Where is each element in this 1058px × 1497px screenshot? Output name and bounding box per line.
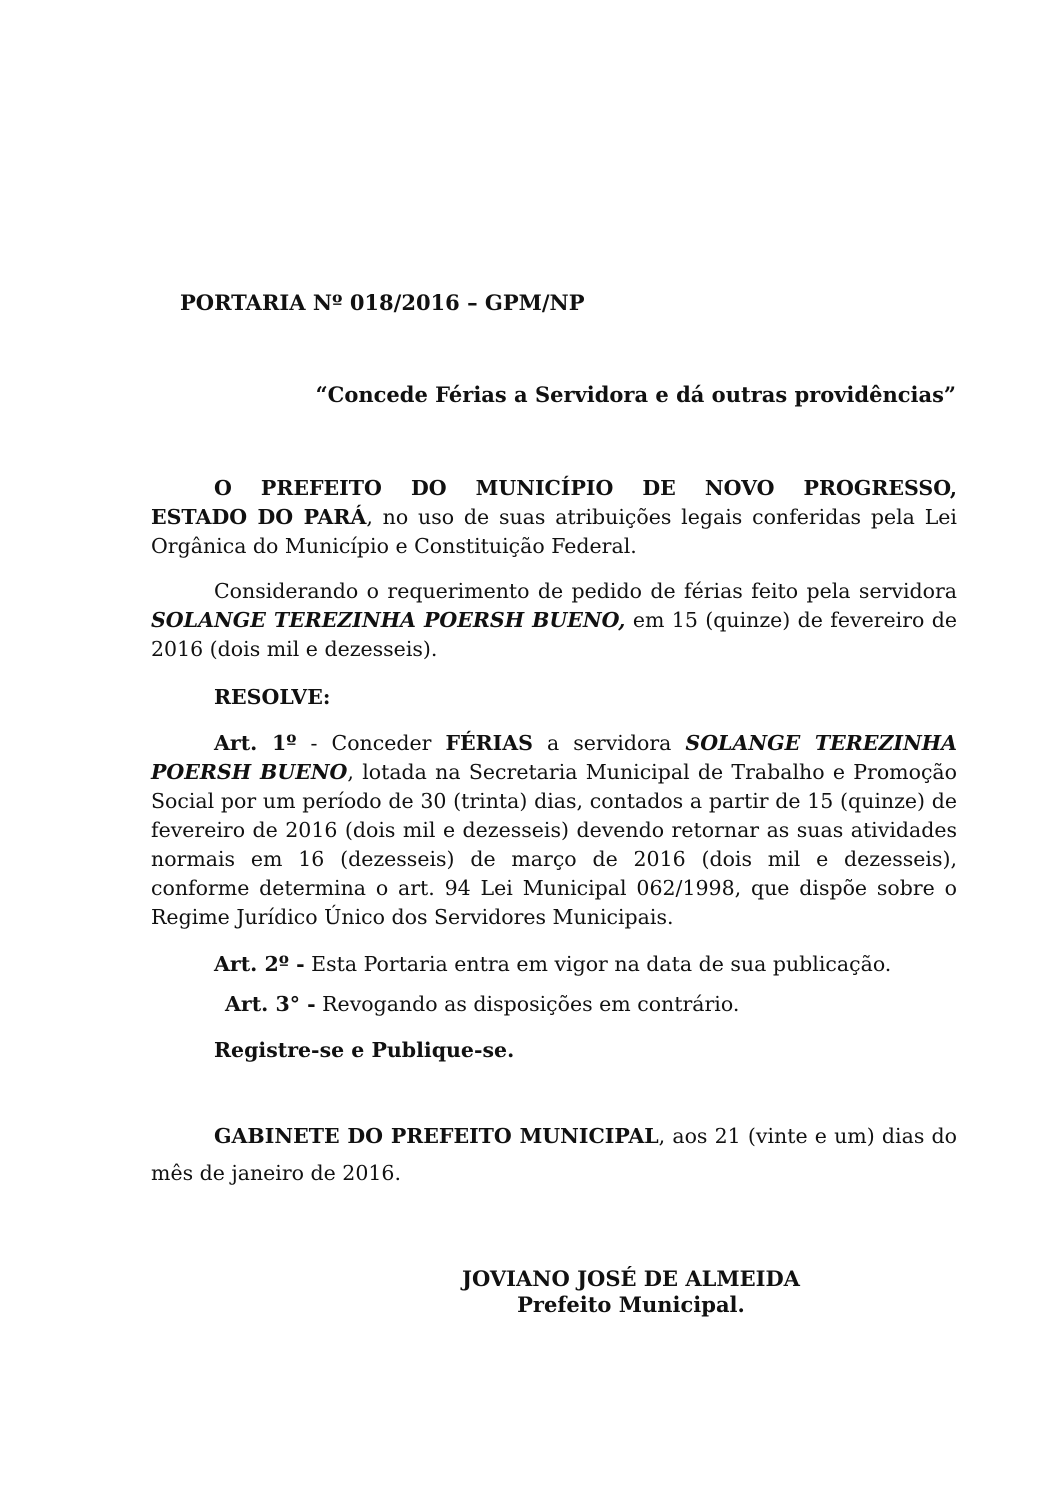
article-3	[151, 990, 957, 1019]
registre-text: Registre-se e Publique-se.	[214, 1038, 515, 1062]
signatory-name: JOVIANO JOSÉ DE ALMEIDA	[462, 1266, 800, 1291]
preamble-heading: O PREFEITO DO MUNICÍPIO DE NOVO PROGRESSO,	[214, 476, 957, 500]
article-2	[151, 950, 957, 979]
considerando-text-after: em 15 (quinze) de fevereiro de 2016 (dois mil e dezesseis).	[151, 608, 957, 661]
signatory-role: Prefeito Municipal.	[517, 1292, 745, 1317]
preamble-text: , no uso de suas atribuições legais conferidas pela Lei Orgânica do Município e Constituição Federal.	[151, 505, 957, 558]
gabinete-label: GABINETE DO PREFEITO MUNICIPAL	[214, 1124, 659, 1148]
resolve-heading	[151, 683, 957, 712]
article-1-text1: - Conceder	[296, 731, 446, 755]
resolve-label: RESOLVE:	[214, 685, 331, 709]
article-1-text3: , lotada na Secretaria Municipal de Trabalho e Promoção Social por um período de 30 (trinta) dias, contados a partir de 15 (quinze) de fevereiro de 2016 (dois mil e dezesseis) devendo retornar as suas atividades normais em 16 (dezesseis) de março de 2016 (dois mil e dezesseis), conforme determina o art. 94 Lei Municipal 062/1998, que dispõe sobre o Regime Jurídico Único dos Servidores Municipais.	[151, 760, 957, 929]
document-subtitle: “Concede Férias a Servidora e dá outras providências”	[315, 382, 956, 407]
document-title: PORTARIA Nº 018/2016 – GPM/NP	[180, 290, 585, 315]
article-2-text: Esta Portaria entra em vigor na data de sua publicação.	[304, 952, 892, 976]
preamble-paragraph	[151, 474, 957, 561]
servant-name: SOLANGE TEREZINHA POERSH BUENO,	[151, 608, 626, 632]
considerando-paragraph	[151, 577, 957, 664]
gabinete-paragraph	[151, 1118, 957, 1192]
article-3-text: Revogando as disposições em contrário.	[315, 992, 740, 1016]
article-1-ferias: FÉRIAS	[445, 731, 533, 755]
gabinete-text: , aos 21 (vinte e um) dias do mês de janeiro de 2016.	[151, 1124, 957, 1185]
article-1-text2: a servidora	[532, 731, 686, 755]
article-3-label: Art. 3° -	[225, 992, 316, 1016]
article-2-label: Art. 2º -	[214, 952, 305, 976]
signature-block	[150, 1266, 956, 1318]
considerando-text-before: Considerando o requerimento de pedido de férias feito pela servidora	[214, 579, 957, 603]
article-1-label: Art. 1º	[214, 731, 297, 755]
preamble-state: ESTADO DO PARÁ	[151, 505, 367, 529]
article-1-servant-name: SOLANGE TEREZINHA POERSH BUENO	[151, 731, 958, 784]
article-1	[151, 729, 957, 932]
registre-line	[151, 1036, 957, 1065]
